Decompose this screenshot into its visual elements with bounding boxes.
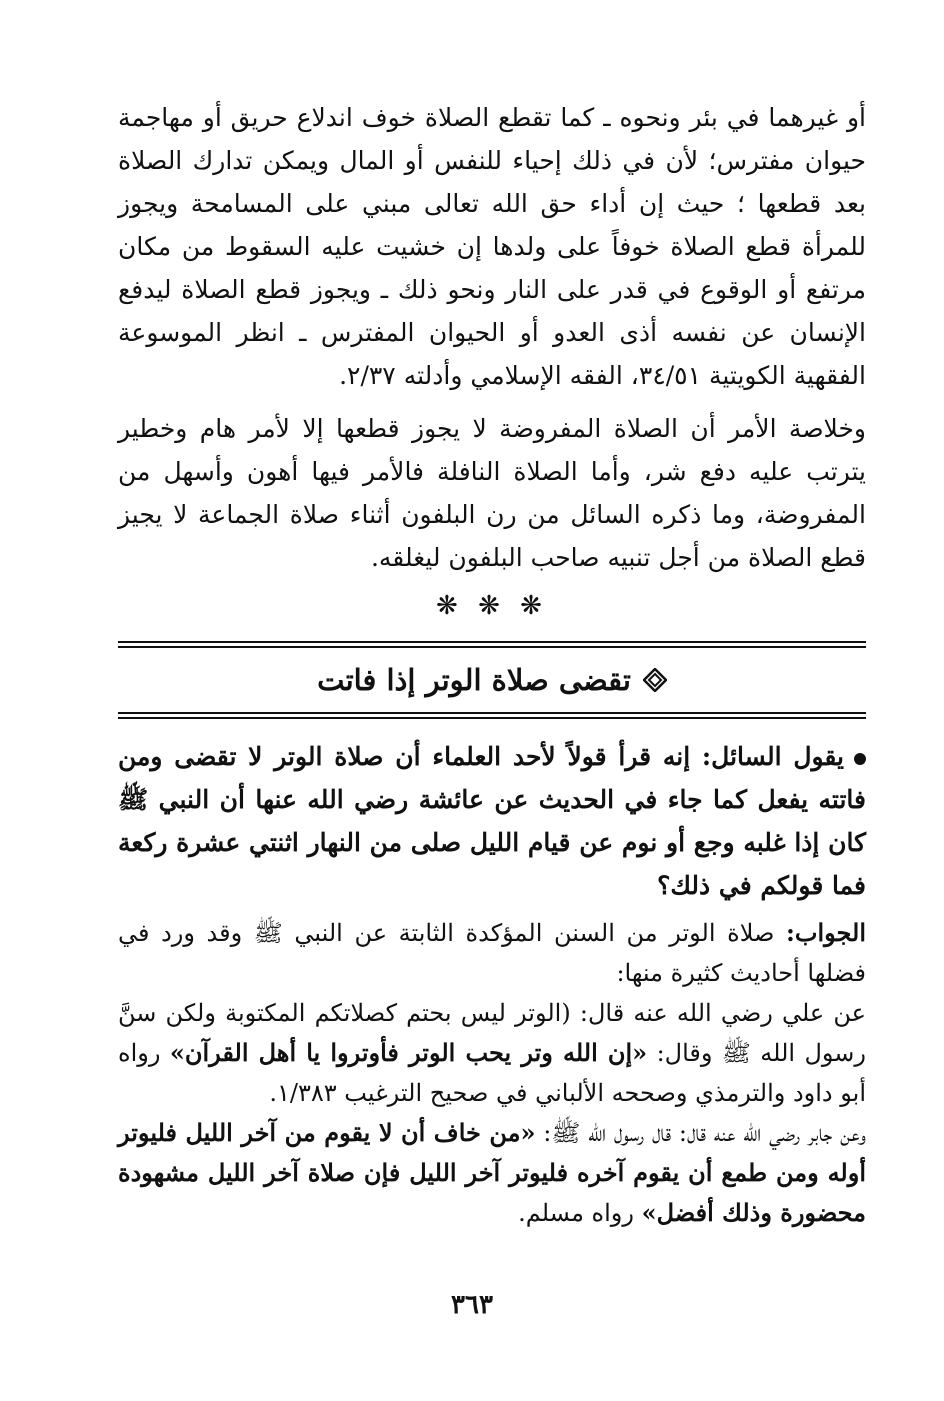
answer-paragraph-3 xyxy=(118,1113,866,1233)
section-separator: ❋ ❋ ❋ xyxy=(436,591,548,621)
hadith-quote-2: «من خاف أن لا يقوم من آخر الليل فليوتر أوله ومن طمع أن يقوم آخره فليوتر آخر الليل فإن صلاة آخر الليل مشهودة محضورة وذلك أفضل» xyxy=(118,1118,866,1227)
answer-lead: الجواب: xyxy=(786,918,866,947)
page-body xyxy=(118,96,866,1233)
answer-paragraph-2 xyxy=(118,993,866,1113)
answer-paragraph-1 xyxy=(118,913,866,993)
page-number: ٣٦٣ xyxy=(451,1290,493,1320)
answer-text-2-post: رواه أبو داود والترمذي وصححه الألباني في صحيح الترغيب ١/٣٨٣. xyxy=(118,1039,866,1107)
section-title: تقضى صلاة الوتر إذا فاتت xyxy=(317,663,631,697)
diamond-icon xyxy=(643,668,667,692)
section-rule-top xyxy=(118,641,866,648)
answer-text-1: صلاة الوتر من السنن المؤكدة الثابتة عن النبي ﷺ وقد ورد في فضلها أحاديث كثيرة منها: xyxy=(118,919,866,987)
answer-text-3-pre: وعن جابر رضي الله عنه قال: قال رسول الله ﷺ: xyxy=(535,1119,867,1147)
section-rule-bottom xyxy=(118,712,866,719)
answer-text-3-post: رواه مسلم. xyxy=(518,1199,642,1227)
question-text: يقول السائل: إنه قرأ قولاً لأحد العلماء أن صلاة الوتر لا تقضى ومن فاتته يفعل كما جاء في الحديث عن عائشة رضي الله عنها أن النبي ﷺ كان إذا غلبه وجع أو نوم عن قيام الليل صلى من النهار اثنتي عشرة ركعة فما قولكم في ذلك؟ xyxy=(118,742,866,900)
section-heading xyxy=(118,648,866,712)
question-paragraph xyxy=(118,735,866,907)
hadith-quote-1: «إن الله وتر يحب الوتر فأوتروا يا أهل القرآن» xyxy=(169,1038,648,1067)
paragraph-1: أو غيرهما في بئر ونحوه ـ كما تقطع الصلاة خوف اندلاع حريق أو مهاجمة حيوان مفترس؛ لأن في ذلك إحياء للنفس أو المال ويمكن تدارك الصلاة بعد قطعها ؛ حيث إن أداء حق الله تعالى مبني على المسامحة ويجوز للمرأة قطع الصلاة خوفاً على ولدها إن خشيت عليه السقوط من مكان مرتفع أو الوقوع في قدر على النار ونحو ذلك ـ ويجوز قطع الصلاة ليدفع الإنسان عن نفسه أذى العدو أو الحيوان المفترس ـ انظر الموسوعة الفقهية الكويتية ٣٤/٥١، الفقه الإسلامي وأدلته ٢/٣٧. xyxy=(118,103,866,390)
paragraph-2: وخلاصة الأمر أن الصلاة المفروضة لا يجوز قطعها إلا لأمر هام وخطير يترتب عليه دفع شر، وأما الصلاة النافلة فالأمر فيها أهون وأسهل من المفروضة، وما ذكره السائل من رن البلفون أثناء صلاة الجماعة لا يجيز قطع الصلاة من أجل تنبيه صاحب البلفون ليغلقه. xyxy=(118,414,866,572)
bullet-icon xyxy=(854,753,866,765)
answer-text-2-pre: عن علي رضي الله عنه قال: (الوتر ليس بحتم كصلاتكم المكتوبة ولكن سنَّ رسول الله ﷺ وقال: xyxy=(118,999,867,1067)
